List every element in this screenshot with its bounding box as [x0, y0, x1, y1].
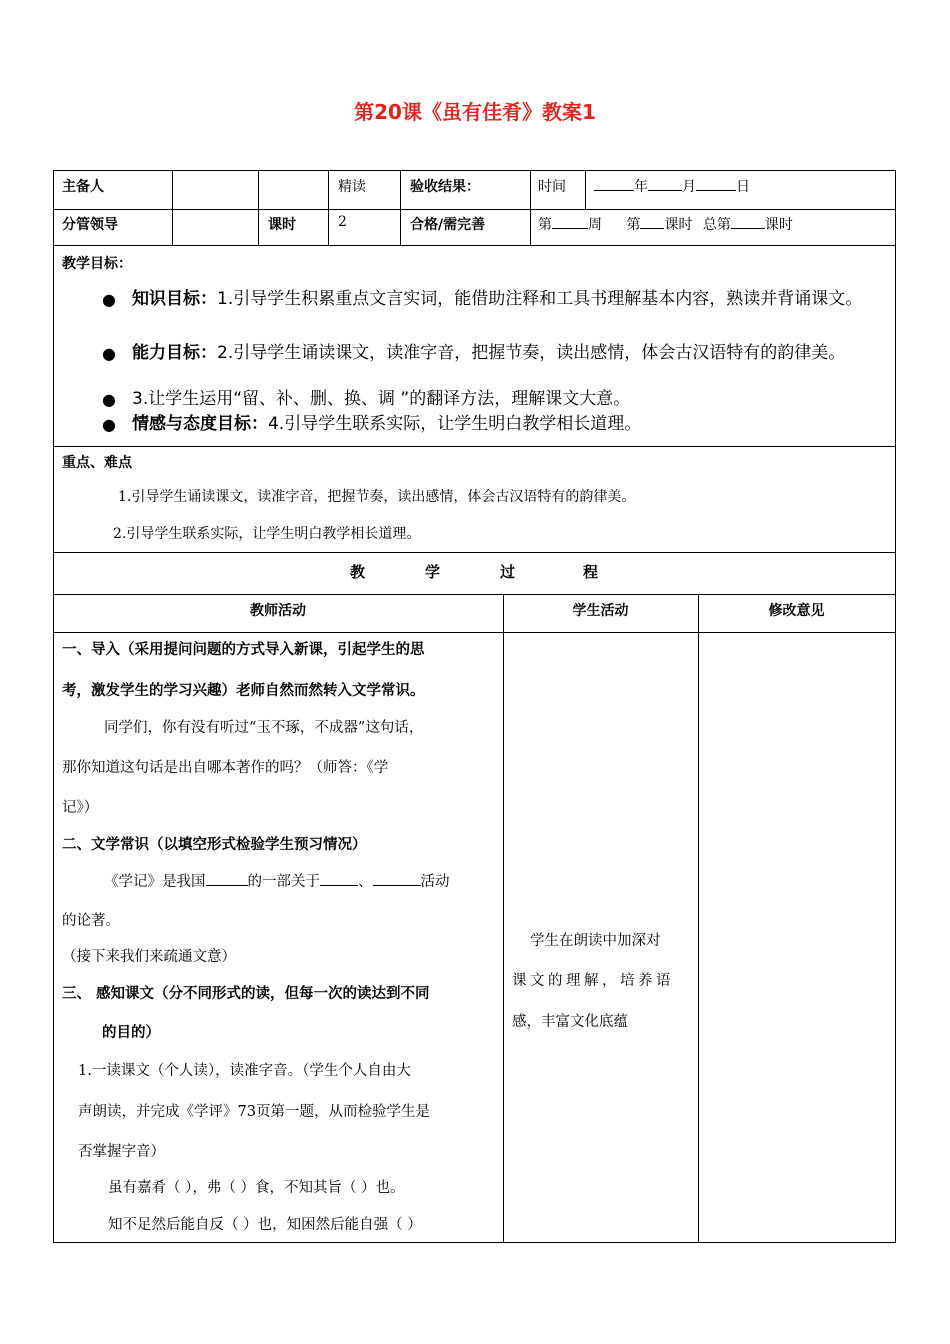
pass-label: 合格/需完善 [410, 217, 486, 233]
paragraph: 声朗读，并完成《学评》73页第一题，从而检验学生是 [78, 1104, 430, 1120]
bullet-icon: ● [102, 290, 116, 309]
objectives-heading: 教学目标： [62, 256, 132, 272]
acceptance-label: 验收结果： [410, 179, 480, 195]
student-note: 感，丰富文化底蕴 [512, 1014, 628, 1030]
section-title: 的目的） [102, 1025, 160, 1041]
paragraph: 记》） [62, 800, 99, 816]
section-title: 二、文学常识（以填空形式检验学生预习情况） [62, 837, 367, 853]
week-field: 第 周 第 课时 总第 课时 [538, 214, 793, 234]
paragraph: 的论著。 [62, 913, 120, 929]
exercise-line: 知不足然后能自反（ ）也，知困然后能自强（ ） [108, 1217, 422, 1233]
objective-item: ● 情感与态度目标：4.引导学生联系实际，让学生明白教学相长道理。 [104, 411, 894, 438]
teacher-column-header: 教师活动 [250, 603, 306, 619]
section-title: 考，激发学生的学习兴趣）老师自然而然转入文学常识。 [62, 683, 425, 699]
key-points-heading: 重点、难点 [62, 455, 132, 471]
period-value: 2 [338, 214, 347, 230]
objective-item: ● 知识目标：1.引导学生积累重点文言实词，能借助注释和工具书理解基本内容，熟读并背诵课文。 [104, 286, 894, 313]
exercise-line: 虽有嘉肴（ ），弗（ ）食，不知其旨（ ）也。 [108, 1180, 405, 1196]
time-label: 时间 [538, 179, 566, 195]
student-note: 学生在朗读中加深对 [530, 933, 661, 949]
leader-label: 分管领导 [62, 217, 118, 233]
paragraph: 否掌握字音） [78, 1144, 165, 1160]
paragraph: 同学们，你有没有听过“玉不琢，不成器”这句话， [104, 720, 424, 736]
section-title: 三、 感知课文（分不同形式的读，但每一次的读达到不同 [62, 986, 430, 1002]
lesson-type: 精读 [338, 179, 366, 195]
period-label: 课时 [268, 217, 296, 233]
preparer-label: 主备人 [62, 179, 104, 195]
paragraph: 那你知道这句话是出自哪本著作的吗？（师答：《学 [62, 760, 389, 776]
bullet-icon: ● [102, 390, 116, 409]
student-note: 课文的理解，培养语 [512, 973, 674, 989]
fill-blank-question: 《学记》是我国 的一部关于 、 活动 [104, 870, 450, 891]
student-column-header: 学生活动 [572, 603, 629, 619]
objective-item: ● 能力目标：2.引导学生诵读课文，读准字音，把握节奏，读出感情，体会古汉语特有的韵律美。 [104, 340, 894, 367]
section-title: 一、导入（采用提问问题的方式导入新课，引起学生的思 [62, 642, 425, 658]
key-point-item: 1.引导学生诵读课文，读准字音，把握节奏，读出感情，体会古汉语特有的韵律美。 [118, 489, 636, 505]
paragraph: （接下来我们来疏通文意） [62, 949, 236, 965]
paragraph: 1.一读课文（个人读），读准字音。（学生个人自由大 [78, 1063, 411, 1079]
bullet-icon: ● [102, 415, 116, 434]
objective-item: ● 3.让学生运用“留、补、删、换、调 ”的翻译方法，理解课文大意。 [104, 386, 894, 413]
key-point-item: 2.引导学生联系实际，让学生明白教学相长道理。 [113, 526, 421, 542]
date-field: 年 月 日 [594, 176, 750, 196]
bullet-icon: ● [102, 344, 116, 363]
revision-column-header: 修改意见 [768, 603, 825, 619]
page-title: 第20课《虽有佳肴》教案1 [354, 100, 596, 124]
